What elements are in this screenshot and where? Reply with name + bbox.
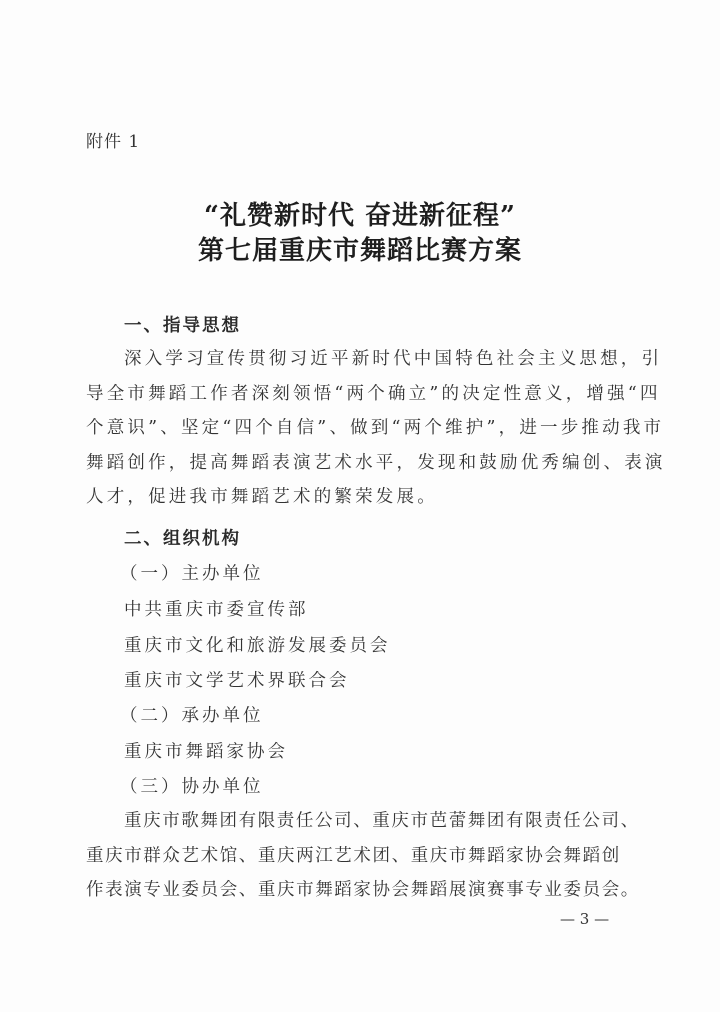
subheading-organizer: （二）承办单位 bbox=[120, 706, 264, 726]
organizer-item: 重庆市舞蹈家协会 bbox=[124, 742, 288, 762]
attachment-label: 附件 1 bbox=[86, 132, 141, 152]
title-line-1: “礼赞新时代 奋进新征程” bbox=[204, 201, 516, 231]
paragraph-line: 作表演专业委员会、重庆市舞蹈家协会舞蹈展演赛事专业委员会。 bbox=[86, 880, 640, 900]
paragraph-line: 舞蹈创作，提高舞蹈表演艺术水平，发现和鼓励优秀编创、表演 bbox=[86, 452, 666, 473]
paragraph-line: 重庆市歌舞团有限责任公司、重庆市芭蕾舞团有限责任公司、 bbox=[124, 811, 640, 831]
subheading-co-organizer: （三）协办单位 bbox=[120, 777, 264, 797]
page-number: — 3 — bbox=[560, 910, 610, 928]
host-item: 重庆市文学艺术界联合会 bbox=[124, 671, 350, 691]
paragraph-line: 重庆市群众艺术馆、重庆两江艺术团、重庆市舞蹈家协会舞蹈创 bbox=[86, 845, 621, 866]
title-line-2: 第七届重庆市舞蹈比赛方案 bbox=[197, 236, 522, 266]
section-heading-guiding-thought: 一、指导思想 bbox=[124, 316, 241, 336]
paragraph-line: 个意识”、坚定“四个自信”、做到“两个维护”，进一步推动我市 bbox=[86, 418, 665, 438]
paragraph-line: 深入学习宣传贯彻习近平新时代中国特色社会主义思想，引 bbox=[124, 349, 663, 369]
paragraph-guiding-thought bbox=[86, 342, 666, 515]
paragraph-co-organizers bbox=[86, 804, 646, 908]
subheading-host: （一）主办单位 bbox=[120, 564, 264, 584]
section-heading-organization: 二、组织机构 bbox=[124, 529, 241, 549]
host-item: 重庆市文化和旅游发展委员会 bbox=[124, 636, 391, 656]
paragraph-line: 人才，促进我市舞蹈艺术的繁荣发展。 bbox=[86, 487, 438, 507]
paragraph-line: 导全市舞蹈工作者深刻领悟“两个确立”的决定性意义，增强“四 bbox=[86, 383, 661, 404]
host-item: 中共重庆市委宣传部 bbox=[124, 600, 309, 620]
